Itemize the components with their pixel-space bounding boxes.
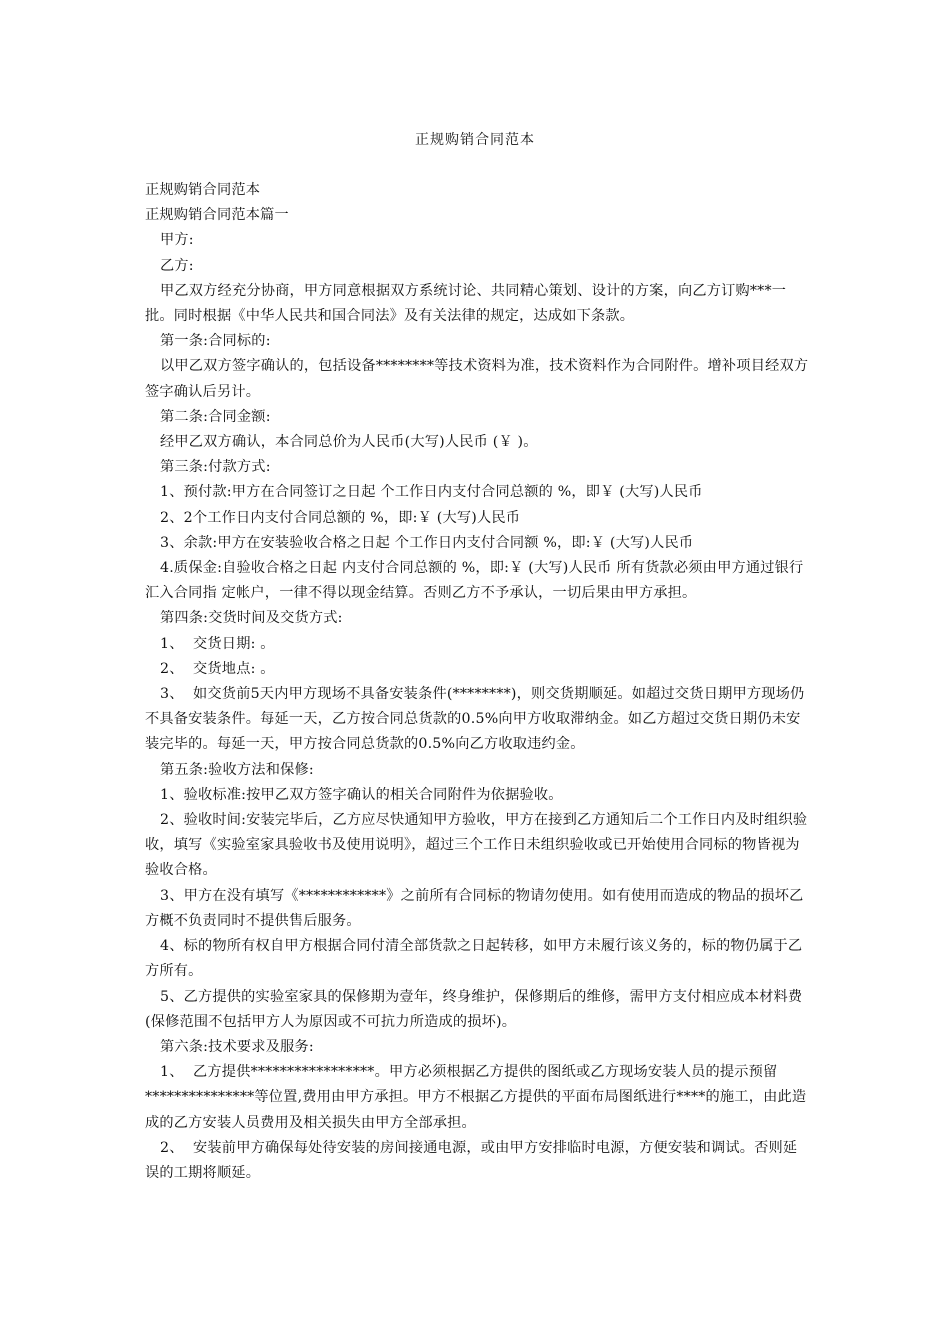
paragraph: 第五条:验收方法和保修: [160, 761, 314, 778]
paragraph: 甲方: [160, 232, 194, 249]
paragraph: 第二条:合同金额: [160, 408, 271, 425]
paragraph: 2、 交货地点: 。 [160, 660, 275, 677]
paragraph: 2、2个工作日内支付合同总额的 %，即:￥ (大写)人民币 [160, 509, 521, 526]
paragraph: 2、验收时间:安装完毕后，乙方应尽快通知甲方验收，甲方在接到乙方通知后二个工作日内及时组织验收，填写《实验室家具验收书及使用说明》，超过三个工作日未组织验收或已开始使用合同标的物皆视为验收合格。 [145, 812, 808, 879]
paragraph: 正规购销合同范本篇一 [145, 207, 289, 224]
paragraph: 甲乙双方经充分协商，甲方同意根据双方系统讨论、共同精心策划、设计的方案，向乙方订购***一批。同时根据《中华人民共和国合同法》及有关法律的规定，达成如下条款。 [145, 282, 787, 325]
paragraph: 1、预付款:甲方在合同签订之日起 个工作日内支付合同总额的 %，即￥ (大写)人民币 [160, 484, 703, 501]
paragraph: 1、 乙方提供*****************。甲方必须根据乙方提供的图纸或乙方现场安装人员的提示预留***************等位置,费用由甲方承担。甲方不根据乙方提供的平面布局图纸进行****的施工，由此造成的乙方安装人员费用及相关损失由甲方全部承担。 [145, 1064, 807, 1131]
paragraph: 第一条:合同标的: [160, 333, 271, 350]
paragraph: 1、 交货日期: 。 [160, 635, 275, 652]
paragraph: 1、验收标准:按甲乙双方签字确认的相关合同附件为依据验收。 [160, 786, 563, 803]
paragraph: 第六条:技术要求及服务: [160, 1038, 314, 1055]
paragraph: 5、乙方提供的实验室家具的保修期为壹年，终身维护，保修期后的维修，需甲方支付相应成本材料费(保修范围不包括甲方人为原因或不可抗力所造成的损坏)。 [145, 988, 803, 1030]
paragraph: 正规购销合同范本 [145, 182, 261, 198]
paragraph: 3、余款:甲方在安装验收合格之日起 个工作日内支付合同额 %，即:￥ (大写)人民币 [160, 534, 694, 551]
document-title: 正规购销合同范本 [415, 132, 535, 148]
paragraph: 乙方: [160, 257, 194, 274]
paragraph: 2、 安装前甲方确保每处待安装的房间接通电源，或由甲方安排临时电源，方便安装和调试。否则延误的工期将顺延。 [145, 1139, 798, 1181]
paragraph: 以甲乙双方签字确认的，包括设备********等技术资料为准，技术资料作为合同附件。增补项目经双方签字确认后另计。 [145, 358, 809, 400]
paragraph: 第三条:付款方式: [160, 459, 271, 476]
paragraph: 4、标的物所有权自甲方根据合同付清全部货款之日起转移，如甲方未履行该义务的，标的物仍属于乙方所有。 [145, 938, 803, 980]
paragraph: 3、甲方在没有填写《************》之前所有合同标的物请勿使用。如有使用而造成的物品的损坏乙方概不负责同时不提供售后服务。 [145, 887, 804, 929]
paragraph: 经甲乙双方确认，本合同总价为人民币(大写)人民币 (￥ )。 [160, 434, 538, 451]
paragraph: 4.质保金:自验收合格之日起 内支付合同总额的 %，即:￥ (大写)人民币 所有货款必须由甲方通过银行汇入合同指 定帐户，一律不得以现金结算。否则乙方不予承认，一切后果由甲方承担。 [145, 560, 804, 602]
paragraph: 3、 如交货前5天内甲方现场不具备安装条件(********)，则交货期顺延。如超过交货日期甲方现场仍不具备安装条件。每延一天，乙方按合同总货款的0.5%向甲方收取滞纳金。如乙方超过交货日期仍未安装完毕的。每延一天，甲方按合同总货款的0.5%向乙方收取违约金。 [145, 686, 805, 753]
document-body [145, 178, 810, 1186]
paragraph: 第四条:交货时间及交货方式: [160, 610, 343, 627]
